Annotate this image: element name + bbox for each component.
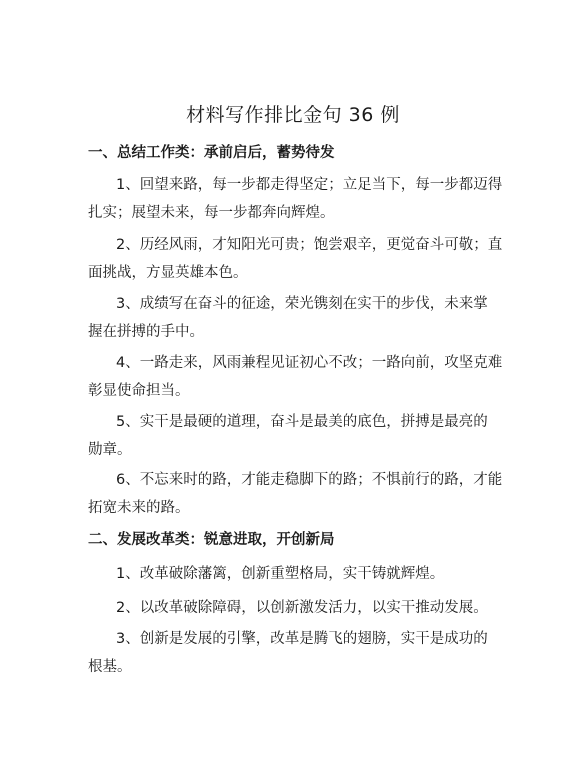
paragraph-line: 彰显使命担当。 — [88, 383, 190, 399]
paragraph-line: 3、创新是发展的引擎，改革是腾飞的翅膀，实干是成功的 — [116, 631, 488, 647]
paragraph-line: 1、回望来路，每一步都走得坚定；立足当下，每一步都迈得 — [116, 177, 503, 193]
paragraph-5 — [88, 408, 508, 464]
paragraph-line: 面挑战，方显英雄本色。 — [88, 265, 248, 281]
paragraph-line: 勋章。 — [88, 442, 132, 458]
paragraph-line: 2、历经风雨，才知阳光可贵；饱尝艰辛，更觉奋斗可敬；直 — [116, 237, 503, 253]
paragraph-7: 1、改革破除藩篱，创新重塑格局，实干铸就辉煌。 — [116, 566, 445, 582]
paragraph-6 — [88, 466, 508, 522]
paragraph-9 — [88, 625, 508, 681]
paragraph-line: 5、实干是最硬的道理，奋斗是最美的底色，拼搏是最亮的 — [116, 414, 488, 430]
paragraph-line: 握在拼搏的手中。 — [88, 324, 204, 340]
section-heading-summary: 一、总结工作类：承前启后，蓄势待发 — [88, 145, 335, 161]
paragraph-line: 6、不忘来时的路，才能走稳脚下的路；不惧前行的路，才能 — [116, 472, 503, 488]
paragraph-3 — [88, 290, 508, 346]
paragraph-1 — [88, 171, 508, 227]
paragraph-line: 拓宽未来的路。 — [88, 500, 190, 516]
paragraph-2 — [88, 231, 508, 287]
paragraph-4 — [88, 349, 508, 405]
paragraph-8: 2、以改革破除障碍，以创新激发活力，以实干推动发展。 — [116, 600, 488, 616]
paragraph-line: 扎实；展望未来，每一步都奔向辉煌。 — [88, 205, 335, 221]
paragraph-line: 3、成绩写在奋斗的征途，荣光镌刻在实干的步伐，未来掌 — [116, 296, 488, 312]
section-heading-reform: 二、发展改革类：锐意进取，开创新局 — [88, 532, 335, 548]
paragraph-line: 4、一路走来，风雨兼程见证初心不改；一路向前，攻坚克难 — [116, 355, 503, 371]
document-title: 材料写作排比金句 36 例 — [186, 104, 400, 126]
paragraph-line: 根基。 — [88, 659, 132, 675]
